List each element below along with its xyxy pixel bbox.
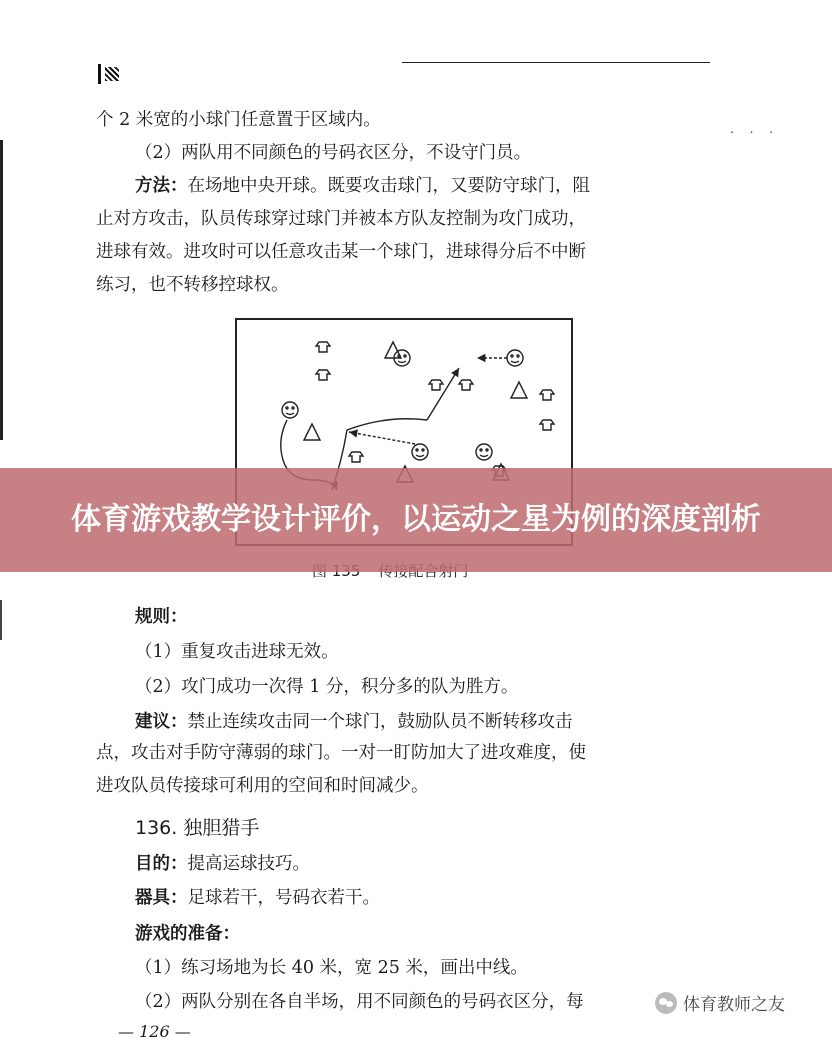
shirt-icon — [429, 380, 443, 390]
pass-arrow — [349, 432, 415, 444]
text-line: 方法：在场地中央开球。既要攻击球门，又要防守球门，阻 — [135, 176, 590, 196]
scan-dots: . . . — [730, 122, 780, 136]
shirt-icon — [349, 452, 363, 462]
goal-triangle — [304, 424, 320, 440]
banner-title: 体育游戏教学设计评价，以运动之星为例的深度剖析 — [71, 502, 761, 537]
text-line: 目的：提高运球技巧。 — [135, 854, 310, 874]
corner-mark-icon — [98, 64, 123, 84]
text-line: 个 2 米宽的小球门任意置于区域内。 — [96, 110, 381, 130]
text-line: （2）两队用不同颜色的号码衣区分，不设守门员。 — [135, 143, 532, 163]
shirt-icon — [316, 370, 330, 380]
text-line: （2）两队分别在各自半场，用不同颜色的号码衣区分，每 — [135, 992, 584, 1012]
text-line: 建议：禁止连续攻击同一个球门，鼓励队员不断转移攻击 — [135, 712, 573, 732]
text-line: 进攻队员传接球可利用的空间和时间减少。 — [96, 776, 429, 796]
text-line: 器具：足球若干，号码衣若干。 — [135, 888, 380, 908]
shirt-icon — [316, 342, 330, 352]
shirt-icon — [540, 390, 554, 400]
rules-heading: 规则： — [135, 607, 188, 627]
text-line: （1）练习场地为长 40 米，宽 25 米，画出中线。 — [135, 958, 528, 978]
page-number: — 126 — — [118, 1022, 191, 1041]
prep-heading: 游戏的准备： — [135, 924, 240, 944]
text-line: 练习，也不转移控球权。 — [96, 275, 289, 295]
header-rule — [402, 62, 710, 63]
run-arrow — [427, 368, 459, 420]
shirt-icon — [540, 420, 554, 430]
watermark: 体育教师之友 — [655, 990, 785, 1015]
text-line: （1）重复攻击进球无效。 — [135, 642, 339, 662]
text-line: 点，攻击对手防守薄弱的球门。一对一盯防加大了进攻难度，使 — [96, 743, 586, 763]
text-line: （2）攻门成功一次得 1 分，积分多的队为胜方。 — [135, 677, 519, 697]
scan-edge — [0, 600, 2, 640]
player-smiley-icon — [412, 444, 428, 460]
scan-edge — [0, 140, 3, 440]
text-line: 止对方攻击，队员传球穿过球门并被本方队友控制为攻门成功， — [96, 209, 586, 229]
label-equipment: 器具： — [135, 888, 188, 908]
player-smiley-icon — [476, 444, 492, 460]
section-heading: 136. 独胆猎手 — [135, 817, 260, 839]
title-banner — [0, 468, 832, 572]
wechat-icon — [655, 992, 677, 1014]
label-goal: 目的： — [135, 854, 188, 874]
goal-triangle — [511, 382, 527, 398]
player-smiley-icon — [282, 402, 298, 418]
shirt-icon — [459, 380, 473, 390]
player-smiley-icon — [507, 350, 523, 366]
label-suggestion: 建议： — [135, 712, 188, 732]
text-line: 进球有效。进攻时可以任意攻击某一个球门，进球得分后不中断 — [96, 242, 586, 262]
label-method: 方法： — [135, 176, 188, 196]
